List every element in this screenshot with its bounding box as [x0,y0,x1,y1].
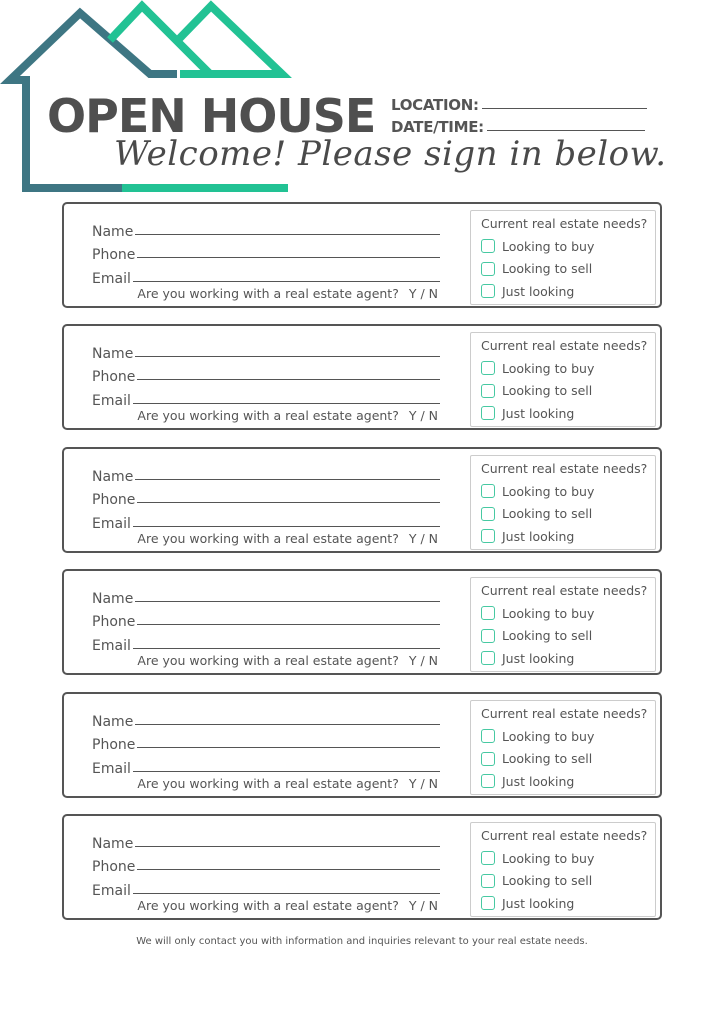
phone-line[interactable] [137,257,440,258]
option-sell[interactable]: Looking to sell [481,380,655,403]
name-line[interactable] [135,234,440,235]
agent-yes-no[interactable]: Y / N [408,776,438,791]
phone-line[interactable] [137,624,440,625]
email-line[interactable] [133,281,440,282]
phone-label: Phone [92,369,136,385]
email-label: Email [92,270,131,287]
checkbox-icon[interactable] [481,651,495,665]
contact-fields [92,461,440,532]
datetime-line[interactable] [487,130,645,131]
needs-panel [470,210,656,305]
agent-question: Are you working with a real estate agent? Y / N [137,531,438,546]
contact-fields [92,583,440,654]
checkbox-icon[interactable] [481,851,495,865]
agent-question: Are you working with a real estate agent? Y / N [137,286,438,301]
name-line[interactable] [135,601,440,602]
name-line[interactable] [135,846,440,847]
welcome-message: Welcome! Please sign in below. [114,134,667,174]
checkbox-icon[interactable] [481,874,495,888]
contact-fields [92,216,440,287]
checkbox-icon[interactable] [481,239,495,253]
phone-line[interactable] [137,747,440,748]
contact-fields [92,828,440,899]
checkbox-icon[interactable] [481,606,495,620]
needs-panel [470,822,656,917]
needs-question: Current real estate needs? [481,583,648,598]
event-details [391,92,647,136]
checkbox-icon[interactable] [481,384,495,398]
contact-fields [92,338,440,409]
checkbox-icon[interactable] [481,507,495,521]
needs-question: Current real estate needs? [481,461,648,476]
phone-label: Phone [92,492,136,508]
name-label: Name [92,345,134,362]
option-buy[interactable]: Looking to buy [481,480,655,503]
agent-yes-no[interactable]: Y / N [408,531,438,546]
name-label: Name [92,468,134,485]
datetime-label: DATE/TIME: [391,118,484,136]
agent-question: Are you working with a real estate agent? Y / N [137,653,438,668]
needs-panel [470,577,656,672]
name-label: Name [92,223,134,240]
option-buy[interactable]: Looking to buy [481,357,655,380]
option-buy[interactable]: Looking to buy [481,602,655,625]
location-label: LOCATION: [391,96,479,114]
checkbox-icon[interactable] [481,529,495,543]
needs-panel [470,700,656,795]
option-just-looking[interactable]: Just looking [481,647,655,670]
email-label: Email [92,515,131,532]
option-sell[interactable]: Looking to sell [481,503,655,526]
checkbox-icon[interactable] [481,484,495,498]
option-sell[interactable]: Looking to sell [481,258,655,281]
option-just-looking[interactable]: Just looking [481,280,655,303]
needs-question: Current real estate needs? [481,216,648,231]
email-label: Email [92,637,131,654]
name-line[interactable] [135,356,440,357]
option-buy[interactable]: Looking to buy [481,847,655,870]
option-just-looking[interactable]: Just looking [481,525,655,548]
email-line[interactable] [133,403,440,404]
option-just-looking[interactable]: Just looking [481,770,655,793]
sign-in-entry [62,569,662,675]
location-line[interactable] [482,108,647,109]
needs-question: Current real estate needs? [481,706,648,721]
email-label: Email [92,882,131,899]
checkbox-icon[interactable] [481,406,495,420]
sign-in-entry [62,692,662,798]
checkbox-icon[interactable] [481,361,495,375]
checkbox-icon[interactable] [481,774,495,788]
sign-in-entry [62,814,662,920]
email-line[interactable] [133,771,440,772]
phone-line[interactable] [137,502,440,503]
checkbox-icon[interactable] [481,896,495,910]
name-label: Name [92,713,134,730]
agent-yes-no[interactable]: Y / N [408,408,438,423]
email-line[interactable] [133,893,440,894]
email-line[interactable] [133,648,440,649]
needs-panel [470,455,656,550]
contact-fields [92,706,440,777]
checkbox-icon[interactable] [481,752,495,766]
name-line[interactable] [135,724,440,725]
agent-yes-no[interactable]: Y / N [408,286,438,301]
name-line[interactable] [135,479,440,480]
phone-label: Phone [92,859,136,875]
option-just-looking[interactable]: Just looking [481,892,655,915]
privacy-note: We will only contact you with information and inquiries relevant to your real estate needs. [136,936,588,947]
agent-question: Are you working with a real estate agent? Y / N [137,408,438,423]
agent-yes-no[interactable]: Y / N [408,653,438,668]
needs-panel [470,332,656,427]
name-label: Name [92,590,134,607]
option-buy[interactable]: Looking to buy [481,235,655,258]
sign-in-entry [62,202,662,308]
needs-question: Current real estate needs? [481,828,648,843]
needs-question: Current real estate needs? [481,338,648,353]
sign-in-entry [62,324,662,430]
agent-question: Are you working with a real estate agent? Y / N [137,898,438,913]
option-just-looking[interactable]: Just looking [481,402,655,425]
checkbox-icon[interactable] [481,262,495,276]
option-buy[interactable]: Looking to buy [481,725,655,748]
agent-question: Are you working with a real estate agent? Y / N [137,776,438,791]
email-label: Email [92,392,131,409]
checkbox-icon[interactable] [481,284,495,298]
phone-line[interactable] [137,869,440,870]
name-label: Name [92,835,134,852]
option-sell[interactable]: Looking to sell [481,625,655,648]
checkbox-icon[interactable] [481,729,495,743]
email-label: Email [92,760,131,777]
phone-line[interactable] [137,379,440,380]
sign-in-entry [62,447,662,553]
checkbox-icon[interactable] [481,629,495,643]
phone-label: Phone [92,247,136,263]
email-line[interactable] [133,526,440,527]
option-sell[interactable]: Looking to sell [481,870,655,893]
agent-yes-no[interactable]: Y / N [408,898,438,913]
phone-label: Phone [92,737,136,753]
phone-label: Phone [92,614,136,630]
page-title: OPEN HOUSE [47,89,376,143]
option-sell[interactable]: Looking to sell [481,748,655,771]
